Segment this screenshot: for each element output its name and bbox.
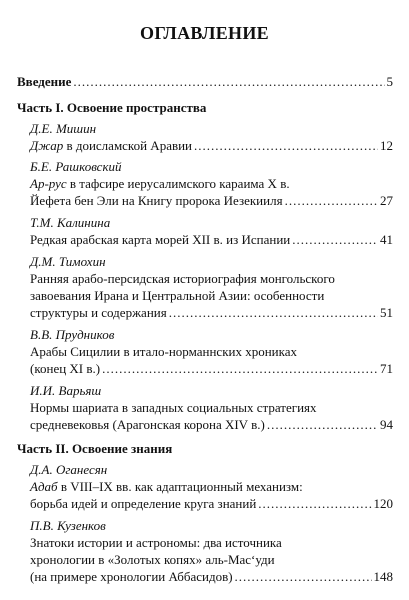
- entry-title: Редкая арабская карта морей XII в. из Испании: [30, 232, 291, 247]
- entry-author: Д.А. Оганесян: [30, 462, 108, 477]
- leader-dots: [292, 231, 378, 248]
- entry-title: Йефета бен Эли на Книгу пророка Иезекииля: [30, 193, 283, 208]
- entry-title-line: Ранняя арабо-персидская историография монгольского: [30, 271, 335, 286]
- entry-author: П.В. Кузенков: [30, 518, 106, 533]
- toc-entry[interactable]: [30, 568, 393, 585]
- part-heading: Часть II. Освоение знания: [17, 441, 173, 456]
- leader-dots: [258, 495, 371, 512]
- leader-dots: [235, 568, 372, 585]
- page-number: 12: [380, 138, 393, 153]
- entry-author: Б.Е. Рашковский: [30, 159, 122, 174]
- page-title: ОГЛАВЛЕНИЕ: [140, 23, 269, 43]
- entry-title-line: завоевания Ирана и Центральной Азии: особенности: [30, 288, 325, 303]
- toc-entry[interactable]: [30, 231, 393, 248]
- entry-title: структуры и содержания: [30, 305, 167, 320]
- entry-title: средневековья (Арагонская корона XIV в.): [30, 417, 265, 432]
- toc-entry[interactable]: [30, 192, 393, 209]
- entry-title-line: Знатоки истории и астрономы: два источника: [30, 535, 282, 550]
- page-number: 71: [380, 361, 393, 376]
- page-number: 94: [380, 417, 393, 432]
- toc-entry-intro[interactable]: [17, 73, 393, 90]
- leader-dots: [285, 192, 378, 209]
- page-number: 51: [380, 305, 393, 320]
- entry-title-line: Адаб в VIII–IX вв. как адаптационный механизм:: [30, 479, 303, 494]
- part-heading: Часть I. Освоение пространства: [17, 100, 207, 115]
- entry-author: Т.М. Калинина: [30, 215, 111, 230]
- toc-entry[interactable]: [30, 416, 393, 433]
- toc-entry[interactable]: [30, 137, 393, 154]
- entry-title: Введение: [17, 74, 72, 89]
- entry-author: И.И. Варьяш: [30, 383, 102, 398]
- toc-entry[interactable]: [30, 360, 393, 377]
- leader-dots: [194, 137, 378, 154]
- entry-author: Д.Е. Мишин: [30, 121, 97, 136]
- page-number: 5: [386, 74, 393, 89]
- leader-dots: [169, 304, 378, 321]
- entry-title: (конец XI в.): [30, 361, 101, 376]
- leader-dots: [102, 360, 378, 377]
- entry-title-line: хронологии в «Золотых копях» аль-Мас‘уди: [30, 552, 275, 567]
- entry-title: Джар в доисламской Аравии: [30, 138, 193, 153]
- page-number: 148: [373, 569, 393, 584]
- entry-author: Д.М. Тимохин: [30, 254, 106, 269]
- page-number: 120: [373, 496, 393, 511]
- page-number: 41: [380, 232, 393, 247]
- entry-title-line: Нормы шариата в западных социальных стратегиях: [30, 400, 317, 415]
- entry-title: (на примере хронологии Аббасидов): [30, 569, 233, 584]
- toc-entry[interactable]: [30, 304, 393, 321]
- toc-entry[interactable]: [30, 495, 393, 512]
- entry-author: В.В. Прудников: [30, 327, 115, 342]
- entry-title: борьба идей и определение круга знаний: [30, 496, 257, 511]
- leader-dots: [267, 416, 378, 433]
- entry-title-line: Ар-рус в тафсире иерусалимского караима X в.: [30, 176, 290, 191]
- page-number: 27: [380, 193, 393, 208]
- entry-title-line: Арабы Сицилии в итало-норманнских хрониках: [30, 344, 298, 359]
- leader-dots: [73, 73, 384, 90]
